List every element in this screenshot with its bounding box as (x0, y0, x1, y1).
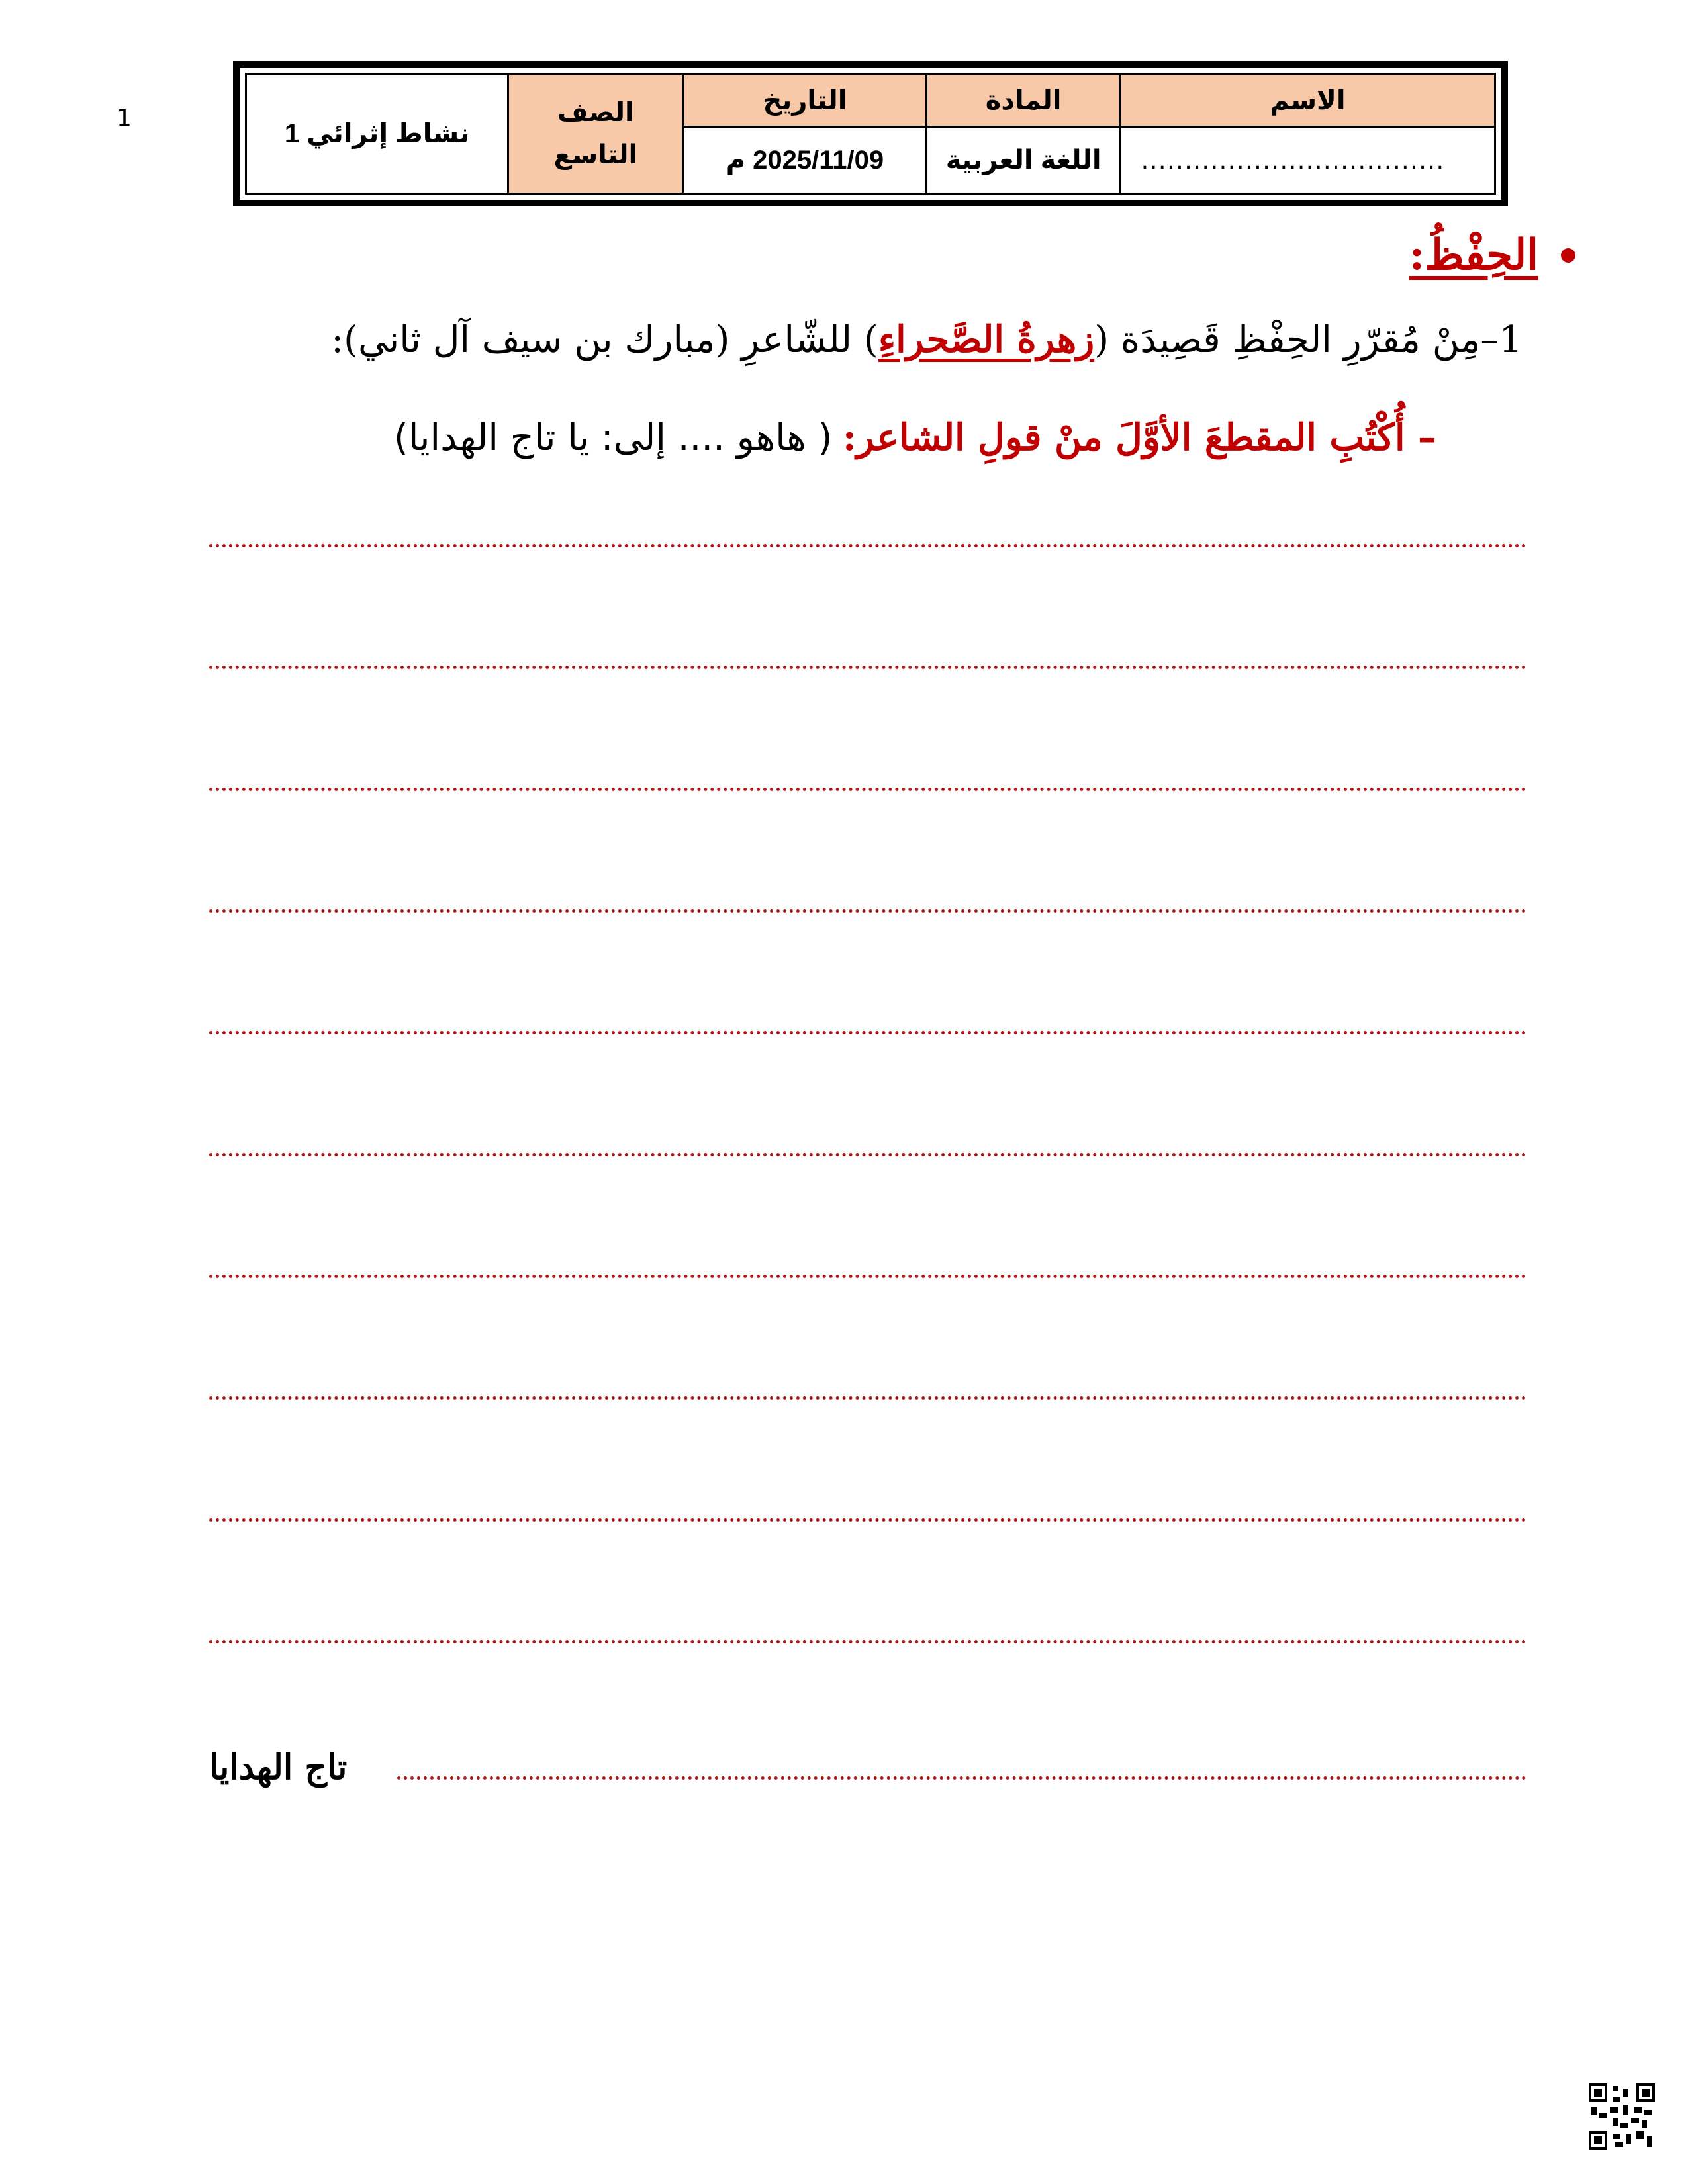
answer-line[interactable] (209, 1153, 1526, 1156)
answer-line[interactable] (209, 1031, 1526, 1034)
activity-title: نشاط إثرائي 1 (246, 74, 508, 194)
date-label: التاريخ (683, 74, 927, 127)
answer-line[interactable] (397, 1776, 1526, 1780)
section-heading (1409, 230, 1575, 280)
question-prefix: 1–مِنْ مُقرّرِ الحِفْظِ قَصِيدَة ( (1094, 318, 1523, 361)
question-suffix: ) للشّاعرِ (مبارك بن سيف آل ثاني): (331, 318, 878, 361)
date-value: 2025/11/09 م (683, 127, 927, 194)
class-value: التاسع (553, 140, 638, 169)
answer-line[interactable] (209, 666, 1526, 669)
header-table (233, 61, 1508, 206)
task-instruction (394, 416, 1436, 459)
question-1 (331, 318, 1523, 361)
poem-title: زهرةُ الصَّحراءِ (878, 318, 1095, 361)
answer-line[interactable] (209, 1518, 1526, 1522)
answer-line[interactable] (209, 544, 1526, 547)
task-range: ( هاهو .... إلى: يا تاج الهدايا) (394, 416, 833, 459)
bullet-icon (1561, 248, 1575, 263)
subject-value: اللغة العربية (927, 127, 1120, 194)
answer-line[interactable] (209, 788, 1526, 791)
answer-line[interactable] (209, 1396, 1526, 1400)
answer-line[interactable] (209, 1640, 1526, 1643)
task-label: – أُكْتُبِ المقطعَ الأوَّلَ منْ قولِ الشاعر: (842, 416, 1436, 459)
class-label: الصف (557, 98, 634, 127)
section-title: الحِفْظُ: (1409, 230, 1538, 280)
answer-line[interactable] (209, 909, 1526, 913)
closing-row (209, 1747, 1526, 1794)
page-number: 1 (117, 105, 132, 132)
name-label: الاسم (1120, 74, 1495, 127)
answer-line[interactable] (209, 1275, 1526, 1278)
name-field[interactable]: ................................... (1120, 127, 1495, 194)
closing-phrase: تاج الهدايا (209, 1747, 348, 1788)
subject-label: المادة (927, 74, 1120, 127)
class-cell (508, 74, 683, 194)
header-grid (245, 73, 1496, 195)
qr-code-icon (1589, 2083, 1655, 2150)
